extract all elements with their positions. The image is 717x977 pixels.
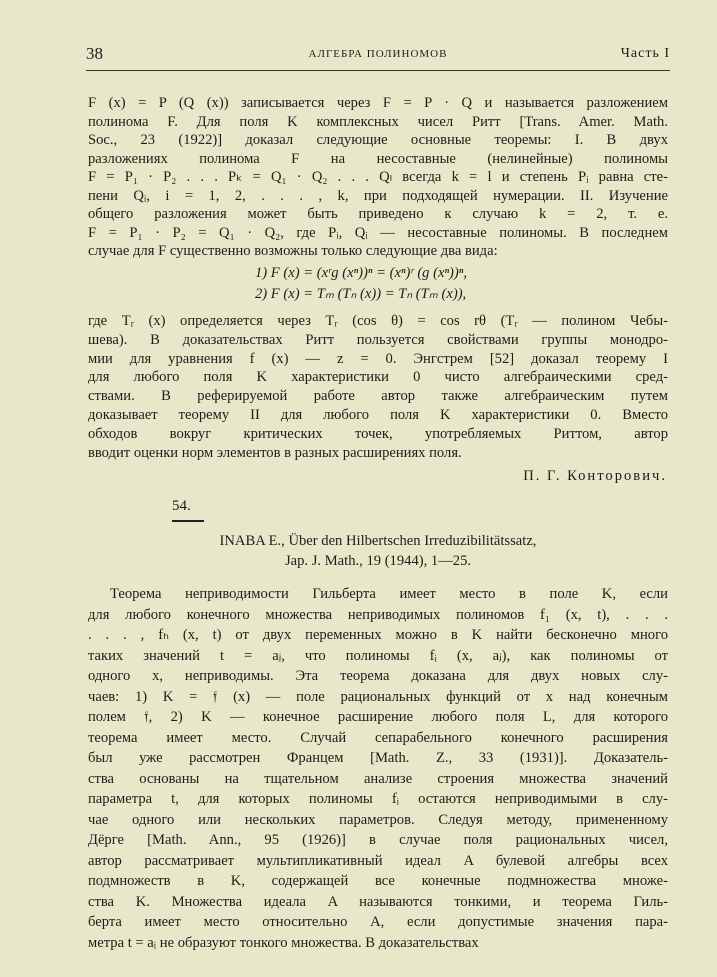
text-line: ства основаны на тщательном анализе строения множества значений — [88, 770, 668, 787]
text-line: где Tᵣ (x) определяется через Tᵣ (cos θ) = cos rθ (Tᵣ — полином Чебы- — [88, 313, 668, 329]
text-line: чае одного или нескольких параметров. Следуя методу, примененному — [88, 811, 668, 828]
entry-number-rule — [172, 520, 204, 522]
text-line: метра t = aᵢ не образуют тонкого множества. В доказательствах — [88, 934, 479, 951]
text-line: Soc., 23 (1922)] доказал следующие основные теоремы: I. В двух — [88, 132, 668, 148]
text-line: был уже рассмотрен Францем [Math. Z., 33 (1931)]. Доказатель- — [88, 750, 668, 766]
text-line: мии для уравнения f (x) — z = 0. Энгстрем [52] доказал теорему I — [88, 350, 668, 367]
text-line: шева). В доказательствах Ритт пользуется свойствами группы монодро- — [88, 331, 668, 348]
text-line: ствами. В реферируемой работе автор также алгебраическим путем — [88, 388, 668, 405]
text-line: подмножеств в K, содержащей все конечные подмножества множе- — [88, 873, 668, 889]
header-rule — [86, 70, 670, 71]
text-line: ства K. Множества идеала A называются тонкими, и теорема Гиль- — [88, 893, 668, 910]
text-line: F = P₁ · P₂ . . . Pₖ = Q₁ · Q₂ . . . Qₗ всегда k = l и степень Pᵢ равна сте- — [88, 169, 668, 185]
text-line: F = P₁ · P₂ = Q₁ · Q₂, где Pᵢ, Qᵢ — несоставные полиномы. В последнем — [88, 224, 668, 241]
running-title: АЛГЕБРА ПОЛИНОМОВ — [308, 48, 448, 60]
formula-1: 1) F (x) = (xʳg (xⁿ))ⁿ = (xⁿ)ʳ (g (xⁿ))ⁿ, — [255, 265, 468, 281]
page-header — [86, 44, 670, 68]
text-line: F (x) = P (Q (x)) записывается через F = P · Q и называется разложением — [88, 95, 668, 111]
text-line: одного x, неприводимы. Эта теорема доказана для двух новых слу- — [88, 668, 668, 684]
text-line: Дёрге [Math. Ann., 95 (1926)] в случае поля рациональных чисел, — [88, 832, 668, 848]
text-line: случае для F существенно возможны только следующие два вида: — [88, 243, 498, 259]
text-line: берта имеет место относительно A, если допустимые значения пара- — [88, 914, 668, 930]
entry-number: 54. — [172, 498, 191, 514]
text-line: для любого поля K характеристики 0 чисто алгебраическими сред- — [88, 369, 668, 386]
text-line: Теорема неприводимости Гильберта имеет место в поле K, если — [110, 586, 668, 602]
text-line: теорема имеет место. Случай сепарабельного конечного расширения — [88, 729, 668, 746]
text-line: доказывает теорему II для любого поля K характеристики 0. Вместо — [88, 407, 668, 423]
text-line: таких значений t = aⱼ, что полиномы fᵢ (x, aⱼ), как полиномы от — [88, 647, 668, 664]
text-line: разложениях полинома F на несоставные (нелинейные) полиномы — [88, 150, 668, 167]
text-line: . . . , fₕ (x, t) от двух переменных можно в K найти бесконечно много — [88, 627, 668, 643]
formula-2: 2) F (x) = Tₘ (Tₙ (x)) = Tₙ (Tₘ (x)), — [255, 286, 467, 302]
text-line: вводит оценки норм элементов в разных расширениях поля. — [88, 444, 462, 461]
text-line: для любого конечного множества неприводимых полиномов f₁ (x, t), . . . — [88, 606, 668, 623]
text-line: полем 𝔣, 2) K — конечное расширение любого поля L, для которого — [88, 709, 668, 725]
reference-source: Jap. J. Math., 19 (1944), 1—25. — [284, 553, 472, 569]
text-line: автор рассматривает мультипликативный идеал A булевой алгебры всех — [88, 852, 668, 869]
text-line: чаев: 1) K = 𝔣 (x) — поле рациональных функций от x над конечным — [88, 688, 668, 705]
page-number: 38 — [86, 44, 103, 63]
text-line: пени Qᵢ, i = 1, 2, . . . , k, при подходящей нумерации. II. Изучение — [88, 187, 668, 204]
text-line: параметра t, для которых полиномы fᵢ остаются неприводимыми в слу- — [88, 791, 668, 807]
reviewer-signature: П. Г. Конторович. — [523, 468, 667, 484]
text-line: полинома F. Для поля K комплексных чисел Ритт [Trans. Amer. Math. — [88, 113, 668, 130]
text-line: обходов вокруг критических точек, употребляемых Риттом, автор — [88, 425, 668, 442]
text-line: общего разложения может быть приведено к случаю k = 2, т. е. — [88, 206, 668, 222]
part-label: Часть I — [620, 46, 670, 61]
reference-title: INABA E., Über den Hilbertschen Irreduzibilitätssatz, — [219, 533, 537, 549]
